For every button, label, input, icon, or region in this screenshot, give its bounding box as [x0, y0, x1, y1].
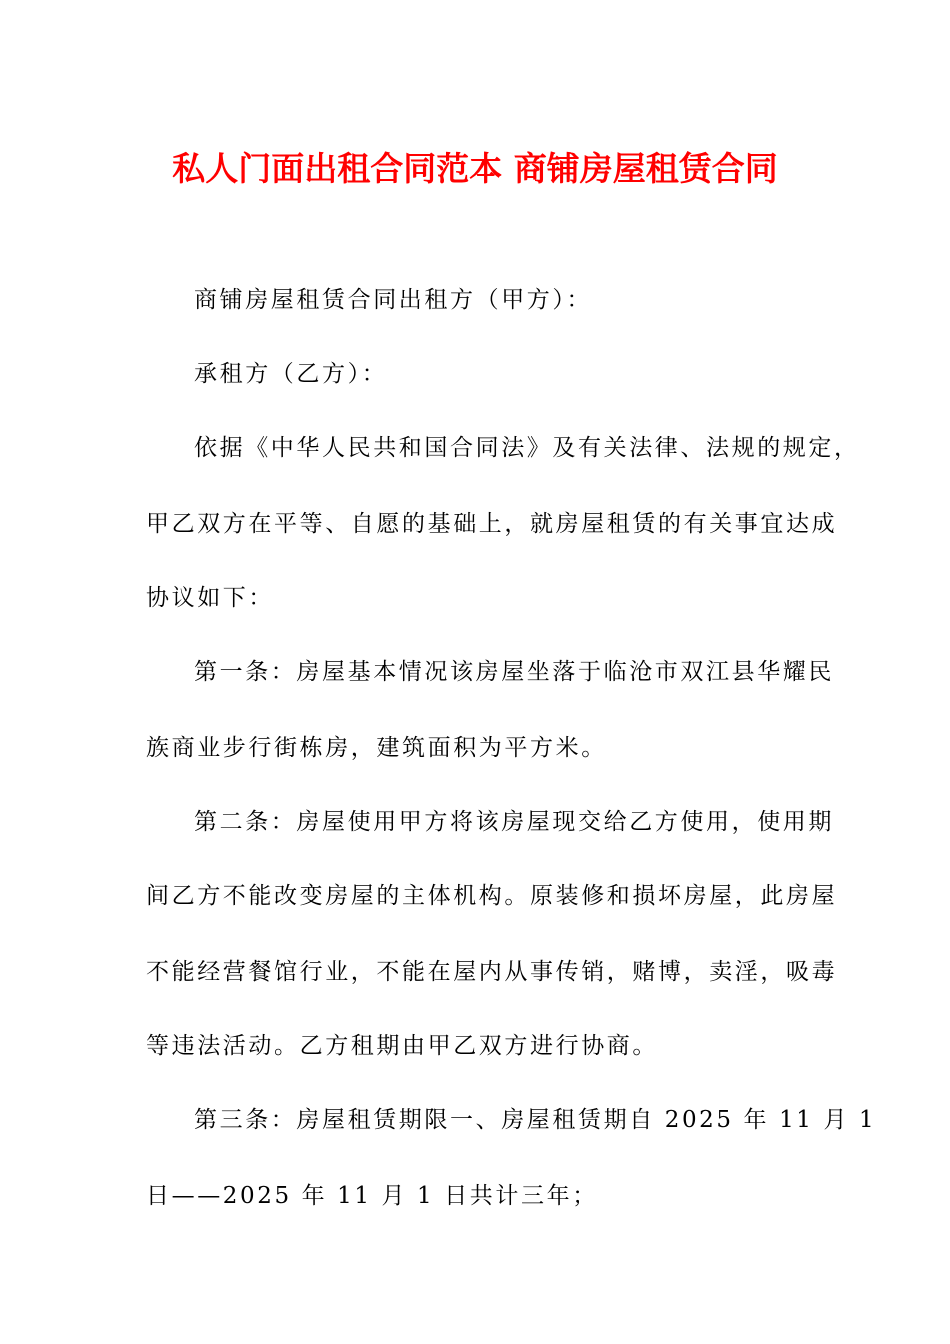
text-line-5: 协议如下： [146, 585, 274, 611]
text-line-13: 日——2025 年 11 月 1 日共计三年； [146, 1183, 598, 1209]
text-line-1: 商铺房屋租赁合同出租方（甲方）： [194, 287, 593, 313]
document-title: 私人门面出租合同范本 商铺房屋租赁合同 [172, 149, 778, 188]
text-line-6: 第一条：房屋基本情况该房屋坐落于临沧市双江县华耀民 [194, 659, 834, 685]
text-line-7: 族商业步行街栋房，建筑面积为平方米。 [146, 735, 607, 761]
text-line-3: 依据《中华人民共和国合同法》及有关法律、法规的规定， [194, 435, 860, 461]
text-line-4: 甲乙双方在平等、自愿的基础上，就房屋租赁的有关事宜达成 [146, 511, 838, 537]
text-line-9: 间乙方不能改变房屋的主体机构。原装修和损坏房屋，此房屋 [146, 883, 838, 909]
text-line-10: 不能经营餐馆行业，不能在屋内从事传销，赌博，卖淫，吸毒 [146, 959, 838, 985]
text-line-2: 承租方（乙方）： [194, 361, 388, 387]
text-line-11: 等违法活动。乙方租期由甲乙双方进行协商。 [146, 1033, 658, 1059]
text-line-8: 第二条：房屋使用甲方将该房屋现交给乙方使用，使用期 [194, 809, 834, 835]
text-line-12: 第三条：房屋租赁期限一、房屋租赁期自 2025 年 11 月 1 [194, 1107, 877, 1133]
